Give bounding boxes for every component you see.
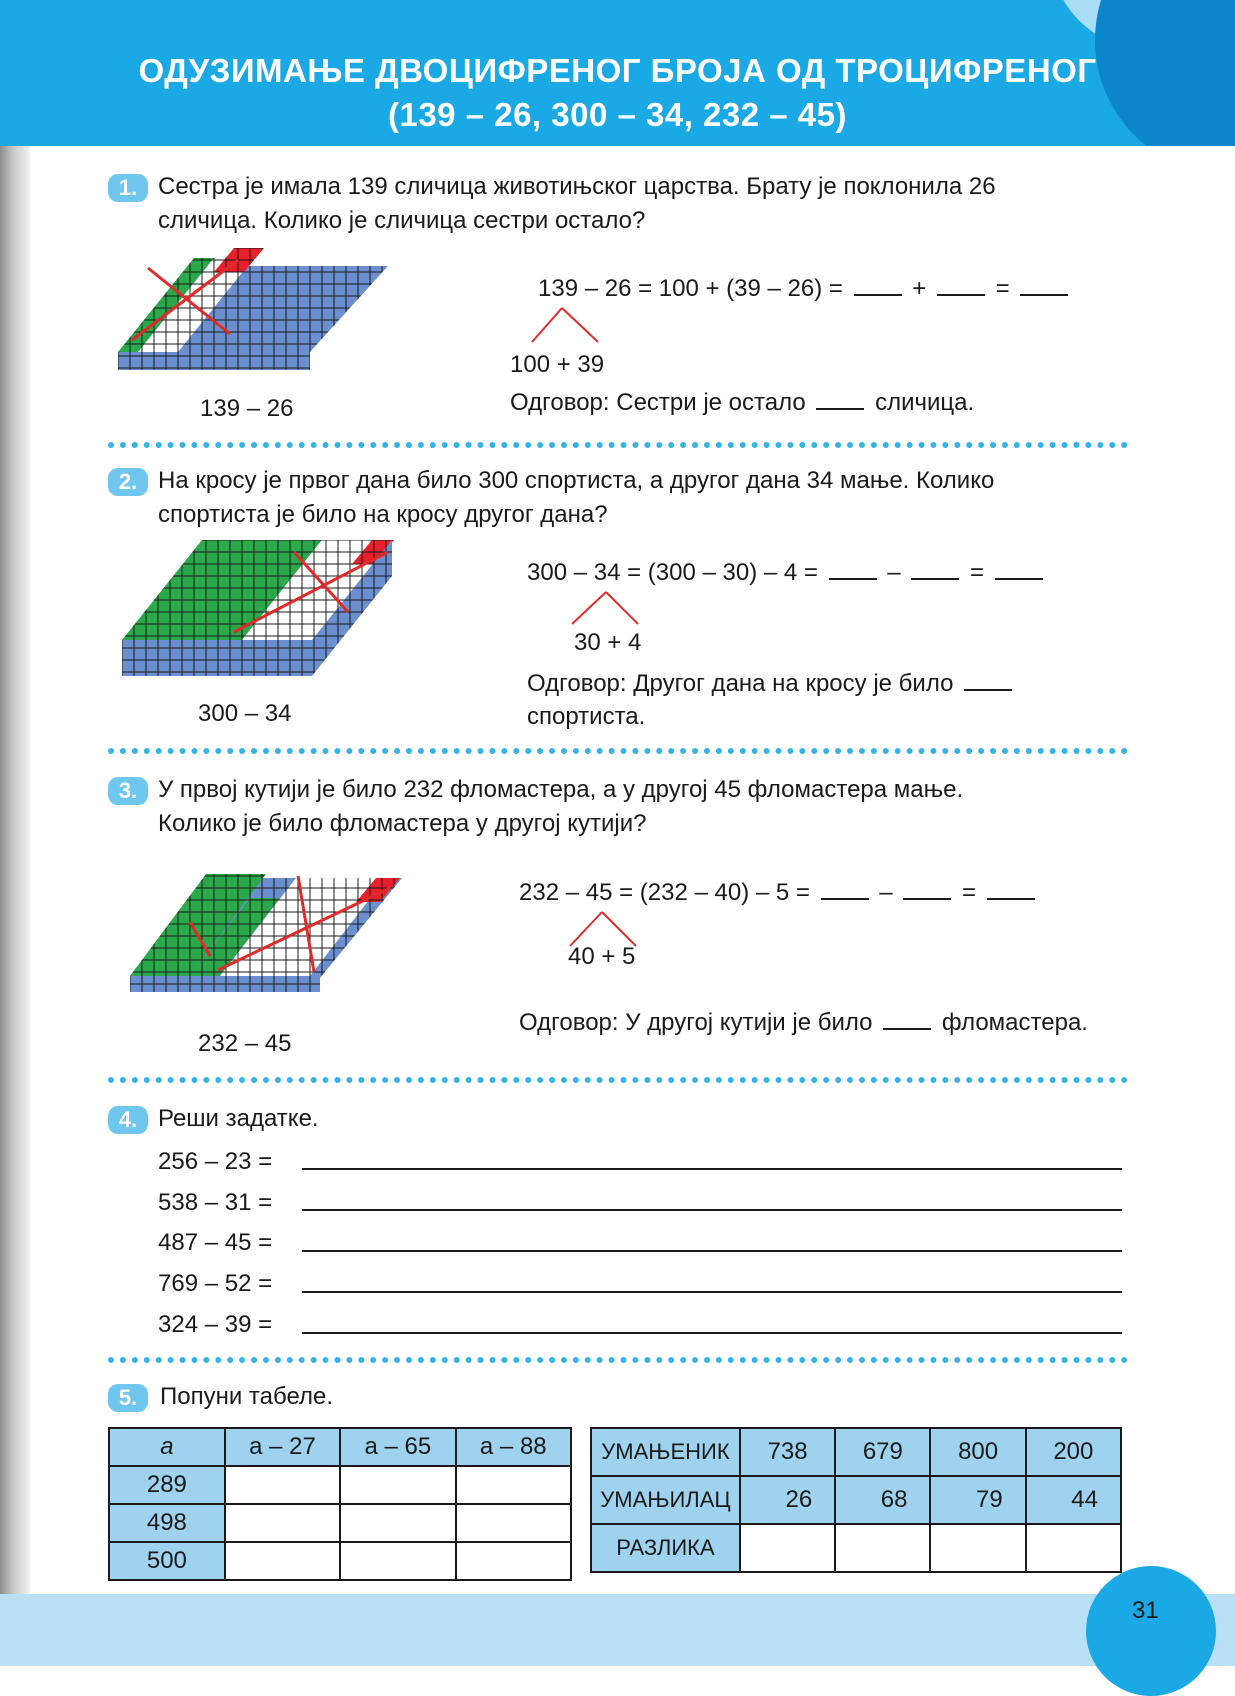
task3-split: 40 + 5 [568, 943, 636, 970]
minus-sign: – [887, 559, 901, 586]
expression-text: 232 – 45 = (232 – 40) – 5 = [519, 879, 810, 906]
task2-expression [527, 556, 1047, 590]
table-answer-cell[interactable] [456, 1504, 571, 1542]
task3-answer [519, 1006, 1088, 1040]
table-answer-cell[interactable] [225, 1466, 340, 1504]
answer-prefix: Одговор: Другог дана на кросу је било [527, 670, 954, 697]
answer-blank[interactable] [821, 898, 869, 900]
answer-blank[interactable] [903, 898, 951, 900]
difference-answer-cell[interactable] [835, 1524, 930, 1572]
minuend-cell: 679 [835, 1428, 930, 1476]
difference-answer-cell[interactable] [740, 1524, 835, 1572]
equals-sign: = [961, 879, 976, 906]
plus-sign: + [912, 275, 927, 302]
table-answer-cell[interactable] [225, 1504, 340, 1542]
expression-text: 139 – 26 = 100 + (39 – 26) = [538, 275, 843, 302]
answer-blank[interactable] [883, 1028, 931, 1030]
task2-text-line1: На кросу је првог дана било 300 спортиста, а другог дана 34 мање. Колико [158, 467, 995, 494]
answer-suffix: фломастера. [941, 1009, 1088, 1036]
answer-blank[interactable] [1020, 294, 1068, 296]
table-header-cell: a – 88 [456, 1428, 571, 1466]
task-number-badge: 2. [108, 468, 148, 496]
problem-538-31: 538 – 31 = [158, 1189, 273, 1216]
blue-cube-slab-front [122, 640, 312, 676]
problem-256-23: 256 – 23 = [158, 1148, 273, 1175]
task3-text-line2: Колико је било фломастера у другој кутији? [158, 810, 647, 837]
table-answer-cell[interactable] [225, 1542, 340, 1580]
minuend-cell: 738 [740, 1428, 835, 1476]
problem-769-52: 769 – 52 = [158, 1270, 273, 1297]
task3-expression [519, 876, 1039, 910]
decomposition-lines [568, 590, 648, 630]
table-answer-cell[interactable] [340, 1542, 455, 1580]
task-number-badge: 3. [108, 777, 148, 805]
table-header-cell: a – 27 [225, 1428, 340, 1466]
minuend-cell: 200 [1026, 1428, 1121, 1476]
task5-instruction: Попуни табеле. [160, 1383, 334, 1410]
page-number: 31 [1132, 1597, 1159, 1624]
task2-cube-illustration [122, 540, 412, 680]
footer-band [0, 1594, 1235, 1666]
answer-line[interactable] [302, 1332, 1122, 1334]
table-answer-cell[interactable] [456, 1542, 571, 1580]
section-divider [108, 748, 1128, 754]
table-row-value: 289 [109, 1466, 225, 1504]
decomposition-lines [528, 306, 608, 346]
task2-text-line2: спортиста је било на кросу другог дана? [158, 501, 608, 528]
equals-sign: = [995, 275, 1010, 302]
table-answer-cell[interactable] [456, 1466, 571, 1504]
table-header-cell: a [109, 1428, 225, 1466]
task1-caption: 139 – 26 [200, 395, 294, 422]
task2-answer-line2: спортиста. [527, 703, 646, 730]
task1-text-line1: Сестра је имала 139 сличица животињског царства. Брату је поклонила 26 [158, 173, 996, 200]
answer-blank[interactable] [964, 689, 1012, 691]
answer-blank[interactable] [937, 294, 985, 296]
answer-blank[interactable] [911, 578, 959, 580]
answer-blank[interactable] [829, 578, 877, 580]
task1-answer [510, 386, 974, 420]
page-number-circle [1086, 1566, 1216, 1696]
task4-instruction: Реши задатке. [158, 1105, 319, 1132]
task1-split: 100 + 39 [510, 351, 605, 378]
section-divider [108, 1357, 1128, 1363]
subtrahend-cell: 79 [930, 1476, 1025, 1524]
problem-487-45: 487 – 45 = [158, 1229, 273, 1256]
task2-split: 30 + 4 [574, 629, 642, 656]
problem-324-39: 324 – 39 = [158, 1311, 273, 1338]
row-label-difference: РАЗЛИКА [591, 1524, 740, 1572]
section-divider [108, 442, 1128, 448]
page-subtitle: (139 – 26, 300 – 34, 232 – 45) [387, 96, 848, 133]
task3-cube-illustration [130, 852, 410, 994]
subtrahend-cell: 26 [740, 1476, 835, 1524]
answer-suffix: сличица. [875, 389, 975, 416]
answer-line[interactable] [302, 1209, 1122, 1211]
row-label-minuend: УМАЊЕНИК [591, 1428, 740, 1476]
answer-prefix: Одговор: У другој кутији је било [519, 1009, 873, 1036]
blue-cube-slab-front [118, 352, 310, 370]
answer-blank[interactable] [987, 898, 1035, 900]
answer-blank[interactable] [854, 294, 902, 296]
answer-blank[interactable] [816, 408, 864, 410]
minuend-cell: 800 [930, 1428, 1025, 1476]
expression-text: 300 – 34 = (300 – 30) – 4 = [527, 559, 818, 586]
task1-text-line2: сличица. Колико је сличица сестри остало? [158, 207, 646, 234]
book-spine-shadow [0, 0, 30, 1666]
task1-cube-illustration [118, 248, 398, 378]
task1-expression [538, 272, 1072, 306]
answer-line[interactable] [302, 1250, 1122, 1252]
task-number-badge: 1. [108, 174, 148, 202]
task2-caption: 300 – 34 [198, 700, 292, 727]
subtrahend-cell: 68 [835, 1476, 930, 1524]
table-answer-cell[interactable] [340, 1504, 455, 1542]
task-number-badge: 4. [108, 1106, 148, 1134]
minus-sign: – [879, 879, 893, 906]
row-label-subtrahend: УМАЊИЛАЦ [591, 1476, 740, 1524]
answer-blank[interactable] [995, 578, 1043, 580]
answer-line[interactable] [302, 1291, 1122, 1293]
task3-text-line1: У првој кутији је било 232 фломастера, а у другој 45 фломастера мање. [158, 776, 964, 803]
difference-answer-cell[interactable] [1026, 1524, 1121, 1572]
section-divider [108, 1077, 1128, 1083]
task-number-badge: 5. [108, 1384, 148, 1412]
table-row-value: 500 [109, 1542, 225, 1580]
subtrahend-cell: 44 [1026, 1476, 1121, 1524]
table-header-cell: a – 65 [340, 1428, 455, 1466]
header-banner [0, 0, 1235, 146]
page-title: ОДУЗИМАЊЕ ДВОЦИФРЕНОГ БРОЈА ОД ТРОЦИФРЕНОГ [138, 52, 1097, 89]
task3-caption: 232 – 45 [198, 1030, 292, 1057]
table-row-value: 498 [109, 1504, 225, 1542]
difference-answer-cell[interactable] [930, 1524, 1025, 1572]
equals-sign: = [969, 559, 984, 586]
table-a-minus [108, 1427, 572, 1581]
table-subtraction [590, 1427, 1122, 1573]
blue-cube-slab-front [130, 976, 320, 992]
answer-prefix: Одговор: Сестри је остало [510, 389, 806, 416]
answer-line[interactable] [302, 1168, 1122, 1170]
task2-answer-line1 [527, 667, 1016, 701]
table-answer-cell[interactable] [340, 1466, 455, 1504]
